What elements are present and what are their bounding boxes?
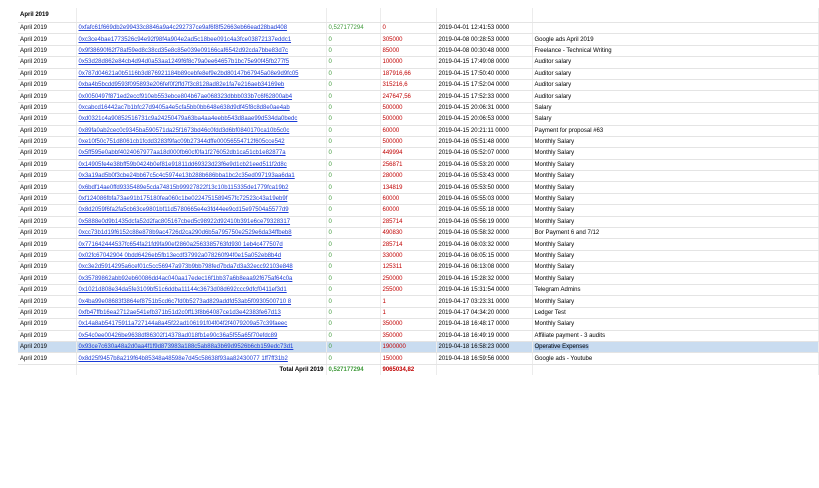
cell-eth-amount[interactable]: 0 [326, 193, 380, 204]
table-row[interactable] [18, 216, 819, 227]
cell-eth-amount[interactable]: 0 [326, 68, 380, 79]
tx-hash-link[interactable]: 0x14a8ab54175911a727144a8a45f22ad106191f04f04f2f4079209a57c39faeec [78, 321, 288, 328]
cell-month[interactable]: April 2019 [18, 239, 76, 250]
transactions-table [18, 8, 819, 375]
cell-tx-hash[interactable] [76, 68, 326, 79]
cell-eth-amount[interactable]: 0 [326, 216, 380, 227]
cell-eth-amount[interactable]: 0 [326, 353, 380, 364]
cell-tx-hash[interactable] [76, 353, 326, 364]
cell-value[interactable]: 100000 [380, 57, 436, 68]
cell-note[interactable]: Bor Payment 6 and 7/12 [532, 228, 819, 239]
tx-hash-link[interactable]: 0xfafc61f669db2e99433c8846a9a4c292737ce9af6f8f52663eb66ead28bad408 [78, 25, 288, 32]
cell-date[interactable]: 2019-04-15 17:50:40 0000 [436, 68, 532, 79]
cell-tx-hash[interactable] [76, 79, 326, 90]
cell-value[interactable]: 250000 [380, 273, 436, 284]
cell-month[interactable]: April 2019 [18, 250, 76, 261]
tx-hash-link[interactable]: 0x0050497f871ed2eccf910eb553ebce804b67ae068323dbbb033b7c6f62800ab4 [78, 93, 293, 100]
cell-note[interactable]: Salary [532, 102, 819, 113]
cell-tx-hash[interactable] [76, 91, 326, 102]
cell-eth-amount[interactable]: 0 [326, 171, 380, 182]
spreadsheet [18, 8, 819, 375]
cell-note[interactable]: Auditor salary [532, 57, 819, 68]
cell-value[interactable]: 1 [380, 307, 436, 318]
cell-eth-amount[interactable]: 0 [326, 114, 380, 125]
tx-hash-link[interactable]: 0xcabcd16442ac7b1bfc27d9405a4e5cfa5bb0bb648e638d9df45f8c8d8e0ae4ab [78, 104, 290, 111]
header-row [18, 8, 819, 23]
cell-note[interactable]: Monthly Salary [532, 159, 819, 170]
header-month-label[interactable]: April 2019 [18, 8, 76, 23]
cell-month[interactable]: April 2019 [18, 23, 76, 34]
cell-date[interactable]: 2019-04-15 20:21:11 0000 [436, 125, 532, 136]
cell-value[interactable]: 350000 [380, 330, 436, 341]
cell-tx-hash[interactable] [76, 228, 326, 239]
table-row[interactable] [18, 262, 819, 273]
cell-note[interactable]: Monthly Salary [532, 182, 819, 193]
cell-note[interactable]: Monthly Salary [532, 193, 819, 204]
cell-value[interactable]: 150000 [380, 353, 436, 364]
cell-month[interactable]: April 2019 [18, 307, 76, 318]
cell-value[interactable]: 60000 [380, 205, 436, 216]
tx-hash-link[interactable]: 0xf124086fbfa73ae91b175180fea060c1be0224751589457fc72523c43a19eb9f [78, 196, 288, 203]
tx-hash-link[interactable]: 0xd0321c4a90852516731c9a24250479a63ba4aa4eebb543d8aae99d534da0bedc [78, 116, 298, 123]
cell-tx-hash[interactable] [76, 239, 326, 250]
cell-eth-amount[interactable]: 0 [326, 341, 380, 352]
cell-value[interactable]: 256871 [380, 159, 436, 170]
cell-date[interactable]: 2019-04-17 03:23:31 0000 [436, 296, 532, 307]
cell-date[interactable]: 2019-04-08 00:30:48 0000 [436, 45, 532, 56]
table-row[interactable] [18, 45, 819, 56]
cell-eth-amount[interactable]: 0 [326, 57, 380, 68]
cell-eth-amount[interactable]: 0 [326, 262, 380, 273]
cell-month[interactable]: April 2019 [18, 353, 76, 364]
tx-hash-link[interactable]: 0x14905fe4e38bff59b0424b0ef81e91811dd69323d23f6e9d1cb21eed511f2d8c [78, 161, 287, 168]
table-row[interactable] [18, 102, 819, 113]
cell-eth-amount[interactable]: 0 [326, 91, 380, 102]
cell-month[interactable]: April 2019 [18, 284, 76, 295]
cell-value[interactable]: 255000 [380, 284, 436, 295]
cell-month[interactable]: April 2019 [18, 68, 76, 79]
cell-value[interactable]: 1900000 [380, 341, 436, 352]
cell-value[interactable]: 500000 [380, 114, 436, 125]
cell-tx-hash[interactable] [76, 23, 326, 34]
cell-eth-amount[interactable]: 0 [326, 205, 380, 216]
cell-tx-hash[interactable] [76, 57, 326, 68]
table-row[interactable] [18, 57, 819, 68]
table-row[interactable] [18, 296, 819, 307]
cell-eth-amount[interactable]: 0 [326, 34, 380, 45]
cell-note[interactable]: Ledger Test [532, 307, 819, 318]
tx-hash-link[interactable]: 0x8d2059f6fa2fa5cb63ce9801bf11d5780665e4e3fd44ee9cd15e97504a5577d9 [78, 207, 289, 214]
cell-note[interactable] [532, 23, 819, 34]
cell-value[interactable]: 305000 [380, 34, 436, 45]
tx-hash-link[interactable]: 0x53d28d862e84cb4d94d0a53aa1249f6f8c79a0ee64657b1bc75e90f45fb277f5 [78, 59, 290, 66]
cell-date[interactable]: 2019-04-18 16:48:17 0000 [436, 319, 532, 330]
table-row[interactable] [18, 250, 819, 261]
cell-value[interactable]: 285714 [380, 216, 436, 227]
cell-eth-amount[interactable]: 0 [326, 250, 380, 261]
cell-tx-hash[interactable] [76, 159, 326, 170]
cell-tx-hash[interactable] [76, 250, 326, 261]
cell-value[interactable]: 125311 [380, 262, 436, 273]
cell-tx-hash[interactable] [76, 216, 326, 227]
cell-eth-amount[interactable]: 0 [326, 102, 380, 113]
cell-month[interactable]: April 2019 [18, 136, 76, 147]
tx-hash-link[interactable]: 0x1021d808e34da5fe3109bf51c6ddba11144c3673d08d692ccc9dfcf0411ef3d1 [78, 287, 287, 294]
table-row[interactable] [18, 125, 819, 136]
cell-note[interactable]: Google ads - Youtube [532, 353, 819, 364]
cell-date[interactable]: 2019-04-15 20:06:53 0000 [436, 114, 532, 125]
cell-tx-hash[interactable] [76, 273, 326, 284]
tx-hash-link[interactable]: 0x02fc67042904 0bdd6426eb5fb13ecdf37992a078260f94f0e15a052eb8b4d [78, 253, 282, 259]
cell-value[interactable]: 490830 [380, 228, 436, 239]
cell-month[interactable]: April 2019 [18, 125, 76, 136]
tx-hash-link[interactable]: 0x89fa0ab2cec0c9345ba590571da25f1673bd46c0fdd3d6bf0840170ca10b5c0c [78, 127, 290, 134]
cell-month[interactable]: April 2019 [18, 205, 76, 216]
cell-eth-amount[interactable]: 0 [326, 125, 380, 136]
cell-value[interactable]: 60000 [380, 125, 436, 136]
cell-note[interactable]: Auditor salary [532, 91, 819, 102]
cell-note[interactable]: Google ads April 2019 [532, 34, 819, 45]
table-row[interactable] [18, 239, 819, 250]
cell-date[interactable]: 2019-04-16 06:13:08 0000 [436, 262, 532, 273]
cell-month[interactable]: April 2019 [18, 171, 76, 182]
tx-hash-link[interactable]: 0x93ce7c630a48a2d0aa4f1f9d873983a188c5ab88a3b69d9526b6cb159edc73d1 [78, 344, 294, 351]
cell-tx-hash[interactable] [76, 114, 326, 125]
tx-hash-link[interactable]: 0x5ff595e0abbf4024067977aa18d000fb60cf0fa1f276052db1ca51cb1e82877a [78, 150, 286, 157]
cell-month[interactable]: April 2019 [18, 273, 76, 284]
cell-date[interactable]: 2019-04-16 05:53:50 0000 [436, 182, 532, 193]
cell-note[interactable]: Monthly Salary [532, 262, 819, 273]
table-row[interactable] [18, 273, 819, 284]
cell-eth-amount[interactable]: 0,527177294 [326, 23, 380, 34]
cell-month[interactable]: April 2019 [18, 79, 76, 90]
cell-month[interactable]: April 2019 [18, 193, 76, 204]
cell-note[interactable]: Monthly Salary [532, 171, 819, 182]
cell-month[interactable]: April 2019 [18, 34, 76, 45]
cell-note[interactable]: Monthly Salary [532, 239, 819, 250]
cell-note[interactable]: Freelance - Technical Writing [532, 45, 819, 56]
cell-date[interactable]: 2019-04-18 16:49:19 0000 [436, 330, 532, 341]
cell-date[interactable]: 2019-04-18 16:58:23 0000 [436, 341, 532, 352]
cell-note[interactable]: Auditor salary [532, 68, 819, 79]
cell-eth-amount[interactable]: 0 [326, 45, 380, 56]
cell-tx-hash[interactable] [76, 45, 326, 56]
tx-hash-link[interactable]: 0x787d04621a0b5116b3d876921184b89cebfe8ef9e2bd80147b67945a08e9d9fc05 [78, 70, 299, 77]
cell-date[interactable]: 2019-04-16 05:51:48 0000 [436, 136, 532, 147]
table-row[interactable] [18, 68, 819, 79]
cell-eth-amount[interactable]: 0 [326, 228, 380, 239]
cell-value[interactable]: 449994 [380, 148, 436, 159]
cell-tx-hash[interactable] [76, 307, 326, 318]
cell-date[interactable]: 2019-04-16 15:28:32 0000 [436, 273, 532, 284]
cell-tx-hash[interactable] [76, 205, 326, 216]
table-row[interactable] [18, 114, 819, 125]
cell-note[interactable]: Telegram Admins [532, 284, 819, 295]
table-row[interactable] [18, 205, 819, 216]
cell-month[interactable]: April 2019 [18, 57, 76, 68]
cell-eth-amount[interactable]: 0 [326, 79, 380, 90]
table-row[interactable] [18, 159, 819, 170]
tx-hash-link[interactable]: 0x6bdf14ae0ffd9335489e5cda74815b99927822f13c10b115335de1779fca19b2 [78, 184, 289, 191]
table-row[interactable] [18, 34, 819, 45]
cell-date[interactable]: 2019-04-16 15:31:54 0000 [436, 284, 532, 295]
cell-eth-amount[interactable]: 0 [326, 296, 380, 307]
tx-hash-link[interactable]: 0x9f38690f62f78af59ed8c38cd35e8c85e039e09166caf6542d92cda7bbe83d7c [78, 47, 289, 54]
cell-value[interactable]: 350000 [380, 319, 436, 330]
table-row[interactable] [18, 319, 819, 330]
table-row[interactable] [18, 91, 819, 102]
cell-date[interactable]: 2019-04-15 17:52:04 0000 [436, 79, 532, 90]
cell-month[interactable]: April 2019 [18, 216, 76, 227]
tx-hash-link[interactable]: 0xcc73b1d19f6152c88e878b9ac4726d2ca290d6b5a795750e2529e6da34ffbeb8 [78, 230, 292, 237]
cell-eth-amount[interactable]: 0 [326, 239, 380, 250]
cell-tx-hash[interactable] [76, 136, 326, 147]
cell-date[interactable]: 2019-04-16 05:53:43 0000 [436, 171, 532, 182]
cell-note[interactable]: Salary [532, 114, 819, 125]
table-row[interactable] [18, 228, 819, 239]
total-label[interactable]: Total April 2019 [76, 364, 326, 375]
cell-note[interactable]: Monthly Salary [532, 136, 819, 147]
tx-hash-link[interactable]: 0xc3e2d5914295a6cef01c5cc56947a973b9bb798fed7bda7d3a32ecc92103e848 [78, 264, 293, 271]
cell-date[interactable]: 2019-04-16 05:52:07 0000 [436, 148, 532, 159]
cell-tx-hash[interactable] [76, 319, 326, 330]
cell-month[interactable]: April 2019 [18, 159, 76, 170]
cell-note[interactable]: Monthly Salary [532, 148, 819, 159]
cell-date[interactable]: 2019-04-18 16:59:56 0000 [436, 353, 532, 364]
cell-value[interactable]: 285714 [380, 239, 436, 250]
cell-date[interactable]: 2019-04-16 05:58:32 0000 [436, 228, 532, 239]
total-value[interactable]: 9065034,82 [380, 364, 436, 375]
cell-eth-amount[interactable]: 0 [326, 330, 380, 341]
cell-month[interactable]: April 2019 [18, 102, 76, 113]
table-row[interactable] [18, 23, 819, 34]
table-row[interactable] [18, 171, 819, 182]
cell-note[interactable]: Monthly Salary [532, 273, 819, 284]
cell-eth-amount[interactable]: 0 [326, 319, 380, 330]
cell-date[interactable]: 2019-04-16 05:55:03 0000 [436, 193, 532, 204]
table-row[interactable] [18, 136, 819, 147]
table-row[interactable] [18, 148, 819, 159]
cell-month[interactable]: April 2019 [18, 341, 76, 352]
cell-month[interactable]: April 2019 [18, 91, 76, 102]
cell-date[interactable]: 2019-04-16 05:53:20 0000 [436, 159, 532, 170]
cell-note[interactable]: Payment for proposal #63 [532, 125, 819, 136]
cell-note[interactable]: Monthly Salary [532, 296, 819, 307]
tx-hash-link[interactable]: 0xe10f50c751d8061cb1fcdd3283f9fac09b27344dffe00056554712f605cce542 [78, 139, 285, 146]
cell-value[interactable]: 187916,66 [380, 68, 436, 79]
cell-date[interactable]: 2019-04-15 17:49:08 0000 [436, 57, 532, 68]
cell-month[interactable]: April 2019 [18, 262, 76, 273]
cell-month[interactable]: April 2019 [18, 228, 76, 239]
cell-date[interactable]: 2019-04-16 06:03:32 0000 [436, 239, 532, 250]
table-row[interactable] [18, 330, 819, 341]
cell-month[interactable]: April 2019 [18, 182, 76, 193]
cell-tx-hash[interactable] [76, 341, 326, 352]
cell-eth-amount[interactable]: 0 [326, 273, 380, 284]
cell-date[interactable]: 2019-04-17 04:34:20 0000 [436, 307, 532, 318]
cell-note[interactable]: Auditor salary [532, 79, 819, 90]
cell-month[interactable]: April 2019 [18, 296, 76, 307]
cell-date[interactable]: 2019-04-15 20:06:31 0000 [436, 102, 532, 113]
cell-tx-hash[interactable] [76, 296, 326, 307]
cell-month[interactable]: April 2019 [18, 330, 76, 341]
cell-value[interactable]: 134819 [380, 182, 436, 193]
tx-hash-link[interactable]: 0x4ba99e08683f3864ef8751b5cd6c7fd0b5273ad829addfd53ab5f0930500710 8 [78, 298, 292, 305]
tx-hash-link[interactable]: 0x54c0ee00426be9638df86302f14378ad018fb1e90c36a5f55a65f70efdc89 [78, 332, 278, 339]
cell-eth-amount[interactable]: 0 [326, 307, 380, 318]
cell-value[interactable]: 60000 [380, 193, 436, 204]
tx-hash-link[interactable]: 0x5888e0d9b1435dcfa52d2fac805167cbed5c98922d92410b391e6ce79328317 [78, 218, 291, 225]
cell-note[interactable]: Operative Expenses [532, 341, 819, 352]
cell-note[interactable]: Monthly Salary [532, 205, 819, 216]
cell-value[interactable]: 85000 [380, 45, 436, 56]
table-row[interactable] [18, 341, 819, 352]
cell-date[interactable]: 2019-04-01 12:41:53 0000 [436, 23, 532, 34]
cell-tx-hash[interactable] [76, 262, 326, 273]
cell-note[interactable]: Affiliate payment - 3 audits [532, 330, 819, 341]
cell-month[interactable]: April 2019 [18, 319, 76, 330]
cell-value[interactable]: 247647,56 [380, 91, 436, 102]
tx-hash-link[interactable]: 0x35789862abb92eb60086dd4ac040aa17edec16f1bb37a6b8eaa92f675af64c0a [78, 275, 293, 282]
cell-value[interactable]: 0 [380, 23, 436, 34]
cell-tx-hash[interactable] [76, 193, 326, 204]
cell-month[interactable]: April 2019 [18, 148, 76, 159]
cell-eth-amount[interactable]: 0 [326, 136, 380, 147]
cell-date[interactable]: 2019-04-16 06:05:15 0000 [436, 250, 532, 261]
cell-tx-hash[interactable] [76, 125, 326, 136]
cell-value[interactable]: 500000 [380, 136, 436, 147]
cell-tx-hash[interactable] [76, 102, 326, 113]
cell-eth-amount[interactable]: 0 [326, 148, 380, 159]
cell-tx-hash[interactable] [76, 284, 326, 295]
table-row[interactable] [18, 193, 819, 204]
cell-note[interactable]: Monthly Salary [532, 250, 819, 261]
total-eth[interactable]: 0,527177294 [326, 364, 380, 375]
tx-hash-link[interactable]: 0x3a19ad5b0f3cbe24bb67c5c4c5974e13b288b686bba1bc2c35ed097193aa6da1 [78, 173, 295, 180]
cell-eth-amount[interactable]: 0 [326, 182, 380, 193]
cell-eth-amount[interactable]: 0 [326, 159, 380, 170]
cell-value[interactable]: 1 [380, 296, 436, 307]
cell-value[interactable]: 330000 [380, 250, 436, 261]
total-row [18, 364, 819, 375]
cell-date[interactable]: 2019-04-16 05:56:19 0000 [436, 216, 532, 227]
cell-value[interactable]: 315216,6 [380, 79, 436, 90]
cell-tx-hash[interactable] [76, 171, 326, 182]
cell-month[interactable]: April 2019 [18, 45, 76, 56]
cell-month[interactable]: April 2019 [18, 114, 76, 125]
cell-note[interactable]: Monthly Salary [532, 216, 819, 227]
table-row[interactable] [18, 307, 819, 318]
cell-tx-hash[interactable] [76, 34, 326, 45]
tx-hash-link[interactable]: 0xfb47ffb16ea2712ae541efb371b51d2c0ff13f8b64087ce1d3e42383fe67d13 [78, 309, 281, 316]
tx-hash-link[interactable]: 0x771642444537fc654fa21fd9fa90ef2860a2563385763fd930 1eb4c477507d [78, 241, 283, 248]
tx-hash-link[interactable]: 0x8d25f9457b8a219f64b85348a48598e7d45c58638f93aa82430077 1ff7ff31b2 [78, 355, 288, 362]
cell-eth-amount[interactable]: 0 [326, 284, 380, 295]
tx-hash-link[interactable]: 0xc3ce4bae1773526c94e92f98f4a904e2ad5c18bee091c4a3fce03872137eddc1 [78, 36, 292, 43]
cell-value[interactable]: 280000 [380, 171, 436, 182]
cell-value[interactable]: 500000 [380, 102, 436, 113]
cell-date[interactable]: 2019-04-15 17:52:33 0000 [436, 91, 532, 102]
table-row[interactable] [18, 284, 819, 295]
table-row[interactable] [18, 79, 819, 90]
cell-tx-hash[interactable] [76, 330, 326, 341]
cell-tx-hash[interactable] [76, 148, 326, 159]
cell-note[interactable]: Monthly Salary [532, 319, 819, 330]
table-row[interactable] [18, 182, 819, 193]
cell-date[interactable]: 2019-04-08 00:28:53 0000 [436, 34, 532, 45]
cell-tx-hash[interactable] [76, 182, 326, 193]
table-row[interactable] [18, 353, 819, 364]
cell-date[interactable]: 2019-04-16 05:55:18 0000 [436, 205, 532, 216]
tx-hash-link[interactable]: 0xba4b5bcdd9593f095893e206fef0f2ffd7f3c8128ad82e1fa7e216aeb34169eb [78, 82, 285, 89]
